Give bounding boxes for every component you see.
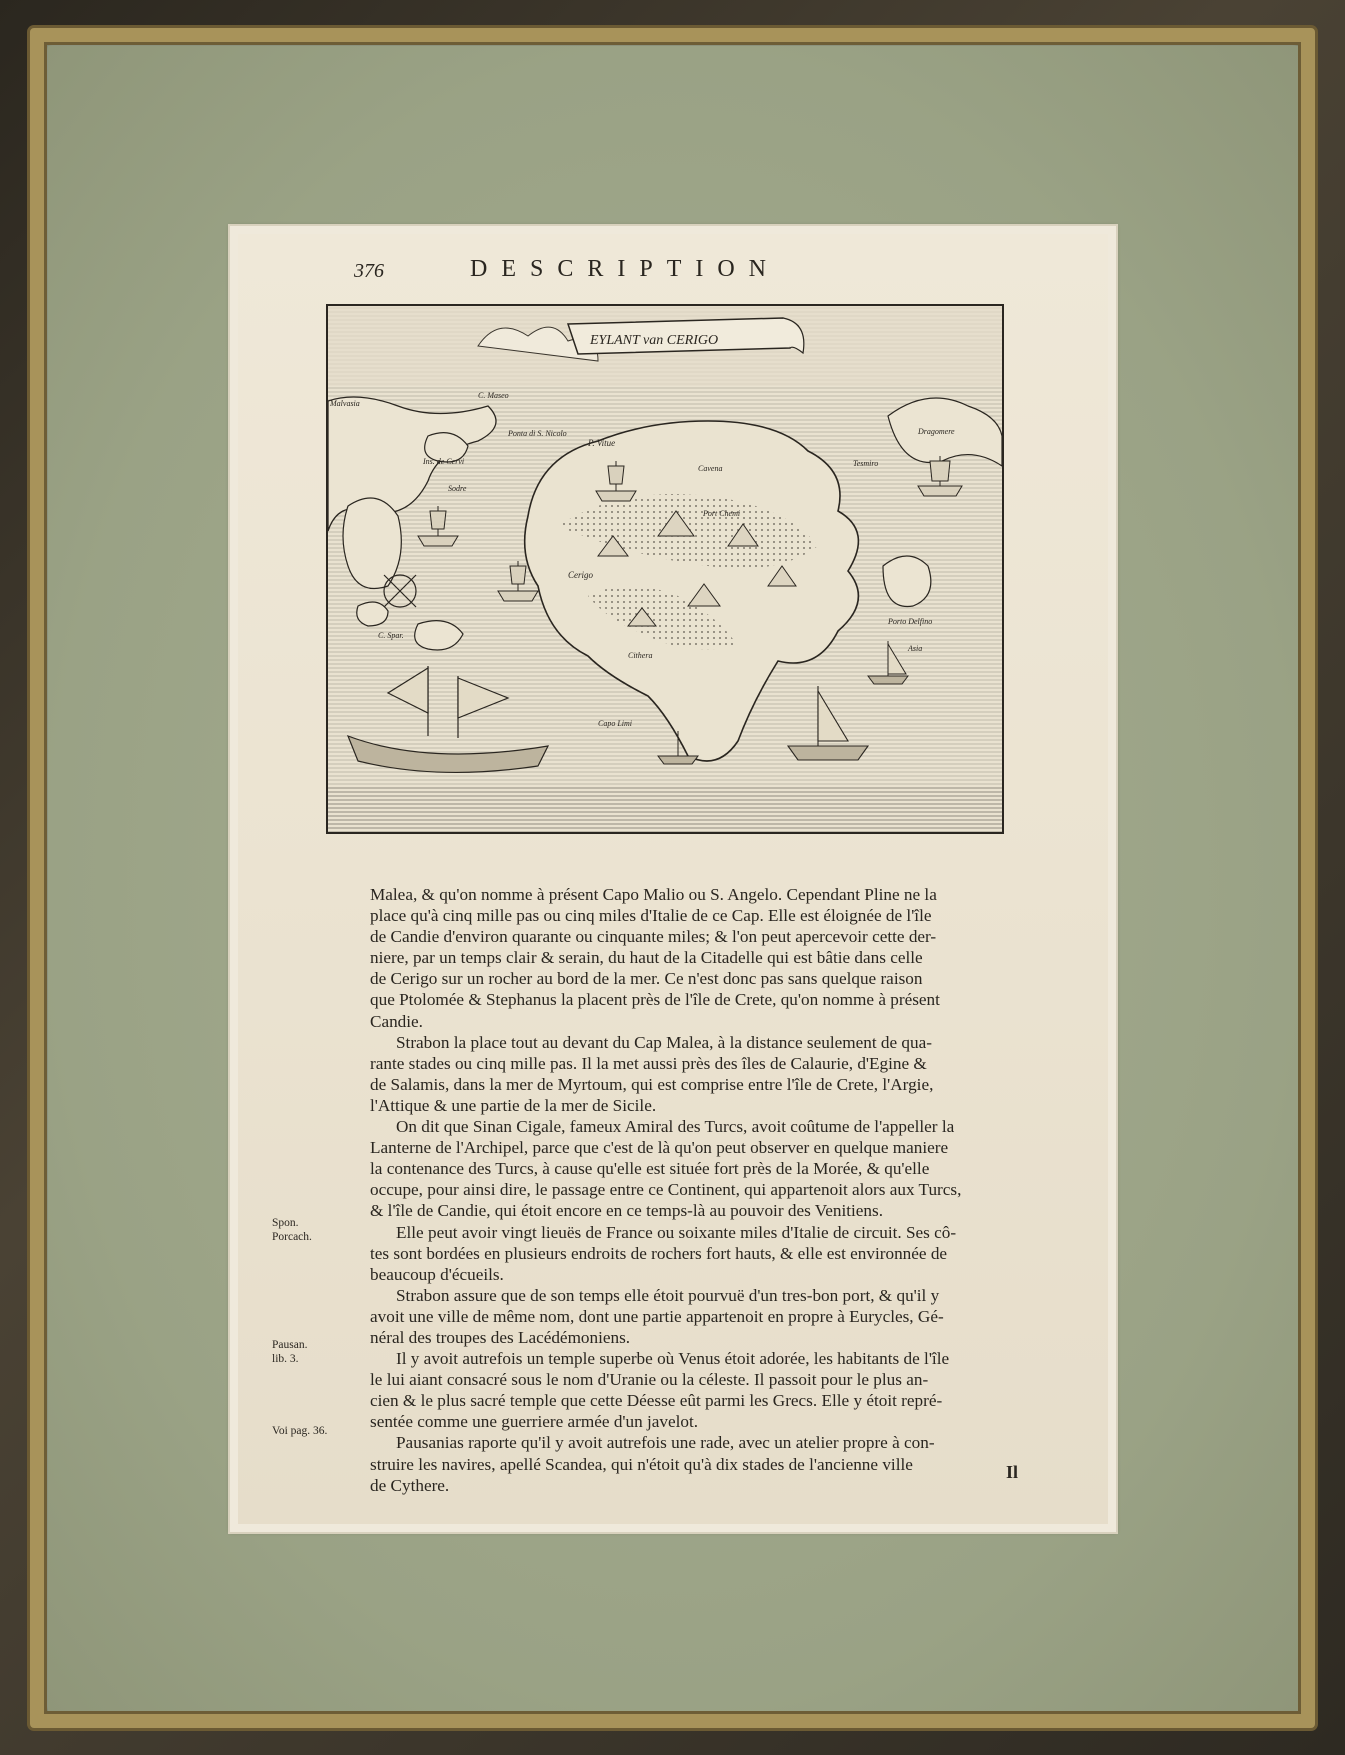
text-line: Strabon assure que de son temps elle étoit pourvuë d'un tres-bon port, & qu'il y [396, 1285, 940, 1305]
map-label-porto-delfino: Porto Delfino [888, 617, 933, 626]
margin-note-pausan [272, 1338, 362, 1366]
text-line: l'Attique & une partie de la mer de Sicile. [370, 1095, 657, 1115]
printed-page [238, 234, 1108, 1524]
map-label-tesmiro: Tesmiro [853, 459, 879, 468]
body-text [370, 884, 1020, 1496]
text-line: sentée comme une guerriere armée d'un javelot. [370, 1412, 699, 1432]
map-label-punta-s-nicolo: Ponta di S. Nicolo [508, 429, 567, 438]
map-label-c-spar: C. Spar. [378, 631, 404, 640]
text-line: occupe, pour ainsi dire, le passage entre ce Continent, qui appartenoit alors aux Turcs, [370, 1180, 962, 1200]
foreground-sea [328, 786, 1002, 832]
text-line: de Cerigo sur un rocher au bord de la mer. Ce n'est donc pas sans quelque raison [370, 969, 923, 989]
islet [883, 556, 931, 607]
map-label-cerigo: Cerigo [568, 570, 594, 580]
map-label-c-maseo: C. Maseo [478, 391, 509, 400]
text-line: le lui aiant consacré sous le nom d'Uranie ou la céleste. Il passoit pour le plus an- [370, 1370, 929, 1390]
map-label-p-vitue: P. Vitue [588, 438, 616, 448]
text-line: & l'île de Candie, qui étoit encore en ce temps-là au pouvoir des Venitiens. [370, 1201, 884, 1221]
text-line: Il y avoit autrefois un temple superbe où Venus étoit adorée, les habitants de l'île [396, 1349, 950, 1369]
text-line: tes sont bordées en plusieurs endroits de rochers fort hauts, & elle est environnée de [370, 1243, 948, 1263]
margin-note-text: Spon. [272, 1217, 299, 1229]
islet [357, 602, 388, 626]
text-line: Elle peut avoir vingt lieuës de France ou soixante miles d'Italie de circuit. Ses cô- [396, 1222, 957, 1242]
margin-note-text: Voi pag. 36. [272, 1425, 328, 1437]
text-line: struire les navires, apellé Scandea, qui n'étoit qu'à dix stades de l'ancienne ville [370, 1454, 913, 1474]
text-line: de Candie d'environ quarante ou cinquante miles; & l'on peut apercevoir cette der- [370, 927, 937, 947]
map-label-ins-cervi: Ins. de Cervi [423, 457, 465, 466]
text-line: Strabon la place tout au devant du Cap Malea, à la distance seulement de qua- [396, 1032, 932, 1052]
text-line: beaucoup d'écueils. [370, 1264, 504, 1284]
margin-note-voipag [272, 1424, 362, 1438]
title-banner [568, 318, 804, 354]
map-title: EYLANT van CERIGO [590, 333, 719, 348]
map-label-dragomere: Dragomere [918, 427, 955, 436]
margin-note-text: Pausan. [272, 1339, 308, 1351]
map-label-sodre: Sodre [448, 484, 467, 493]
text-line: la contenance des Turcs, à cause qu'elle est située fort près de la Morée, & qu'elle [370, 1159, 930, 1179]
text-line: Pausanias raporte qu'il y avoit autrefois une rade, avec un atelier propre à con- [396, 1433, 935, 1453]
map-label-asia: Asia [908, 644, 923, 653]
text-line: avoit une ville de même nom, dont une partie appartenoit en propre à Eurycles, Gé- [370, 1306, 944, 1326]
text-line: Lanterne de l'Archipel, parce que c'est de là qu'on peut observer en quelque maniere [370, 1138, 949, 1158]
text-line: de Cythere. [370, 1475, 450, 1495]
map-label-port-chemi: Port Chemi [703, 509, 741, 518]
margin-note-spon [272, 1216, 362, 1244]
text-line: cien & le plus sacré temple que cette Déesse eût parmi les Grecs. Elle y étoit repré- [370, 1391, 943, 1411]
page-number: 376 [354, 260, 384, 282]
text-line: Candie. [370, 1011, 423, 1031]
map-engraving [326, 304, 1004, 834]
text-line: rante stades ou cinq mille pas. Il la met aussi près des îles de Calaurie, d'Egine & [370, 1053, 927, 1073]
text-line: que Ptolomée & Stephanus la placent près de l'île de Crete, qu'on nomme à présent [370, 990, 940, 1010]
islet [343, 498, 401, 589]
margin-note-text: Porcach. [272, 1231, 312, 1243]
text-line: On dit que Sinan Cigale, fameux Amiral des Turcs, avoit coûtume de l'appeller la [396, 1117, 955, 1137]
map-label-cavena: Cavena [698, 464, 723, 473]
map-label-capo-limi: Capo Limi [598, 719, 633, 728]
catchword: Il [1006, 1462, 1019, 1482]
map-label-malvasia: Malvasia [330, 399, 360, 408]
text-line: de Salamis, dans la mer de Myrtoum, qui est comprise entre l'île de Crete, l'Argie, [370, 1074, 934, 1094]
map-label-cithera: Cithera [628, 651, 653, 660]
text-line: Malea, & qu'on nomme à présent Capo Malio ou S. Angelo. Cependant Pline ne la [370, 885, 937, 904]
text-line: niere, par un temps clair & serain, du haut de la Citadelle qui est bâtie dans celle [370, 948, 923, 968]
text-line: néral des troupes des Lacédémoniens. [370, 1327, 631, 1347]
margin-note-text: lib. 3. [272, 1353, 299, 1365]
page-header: DESCRIPTION [470, 256, 781, 282]
text-line: place qu'à cinq mille pas ou cinq miles d'Italie de ce Cap. Elle est éloignée de l'île [370, 906, 932, 926]
map-illustration [328, 306, 1002, 832]
